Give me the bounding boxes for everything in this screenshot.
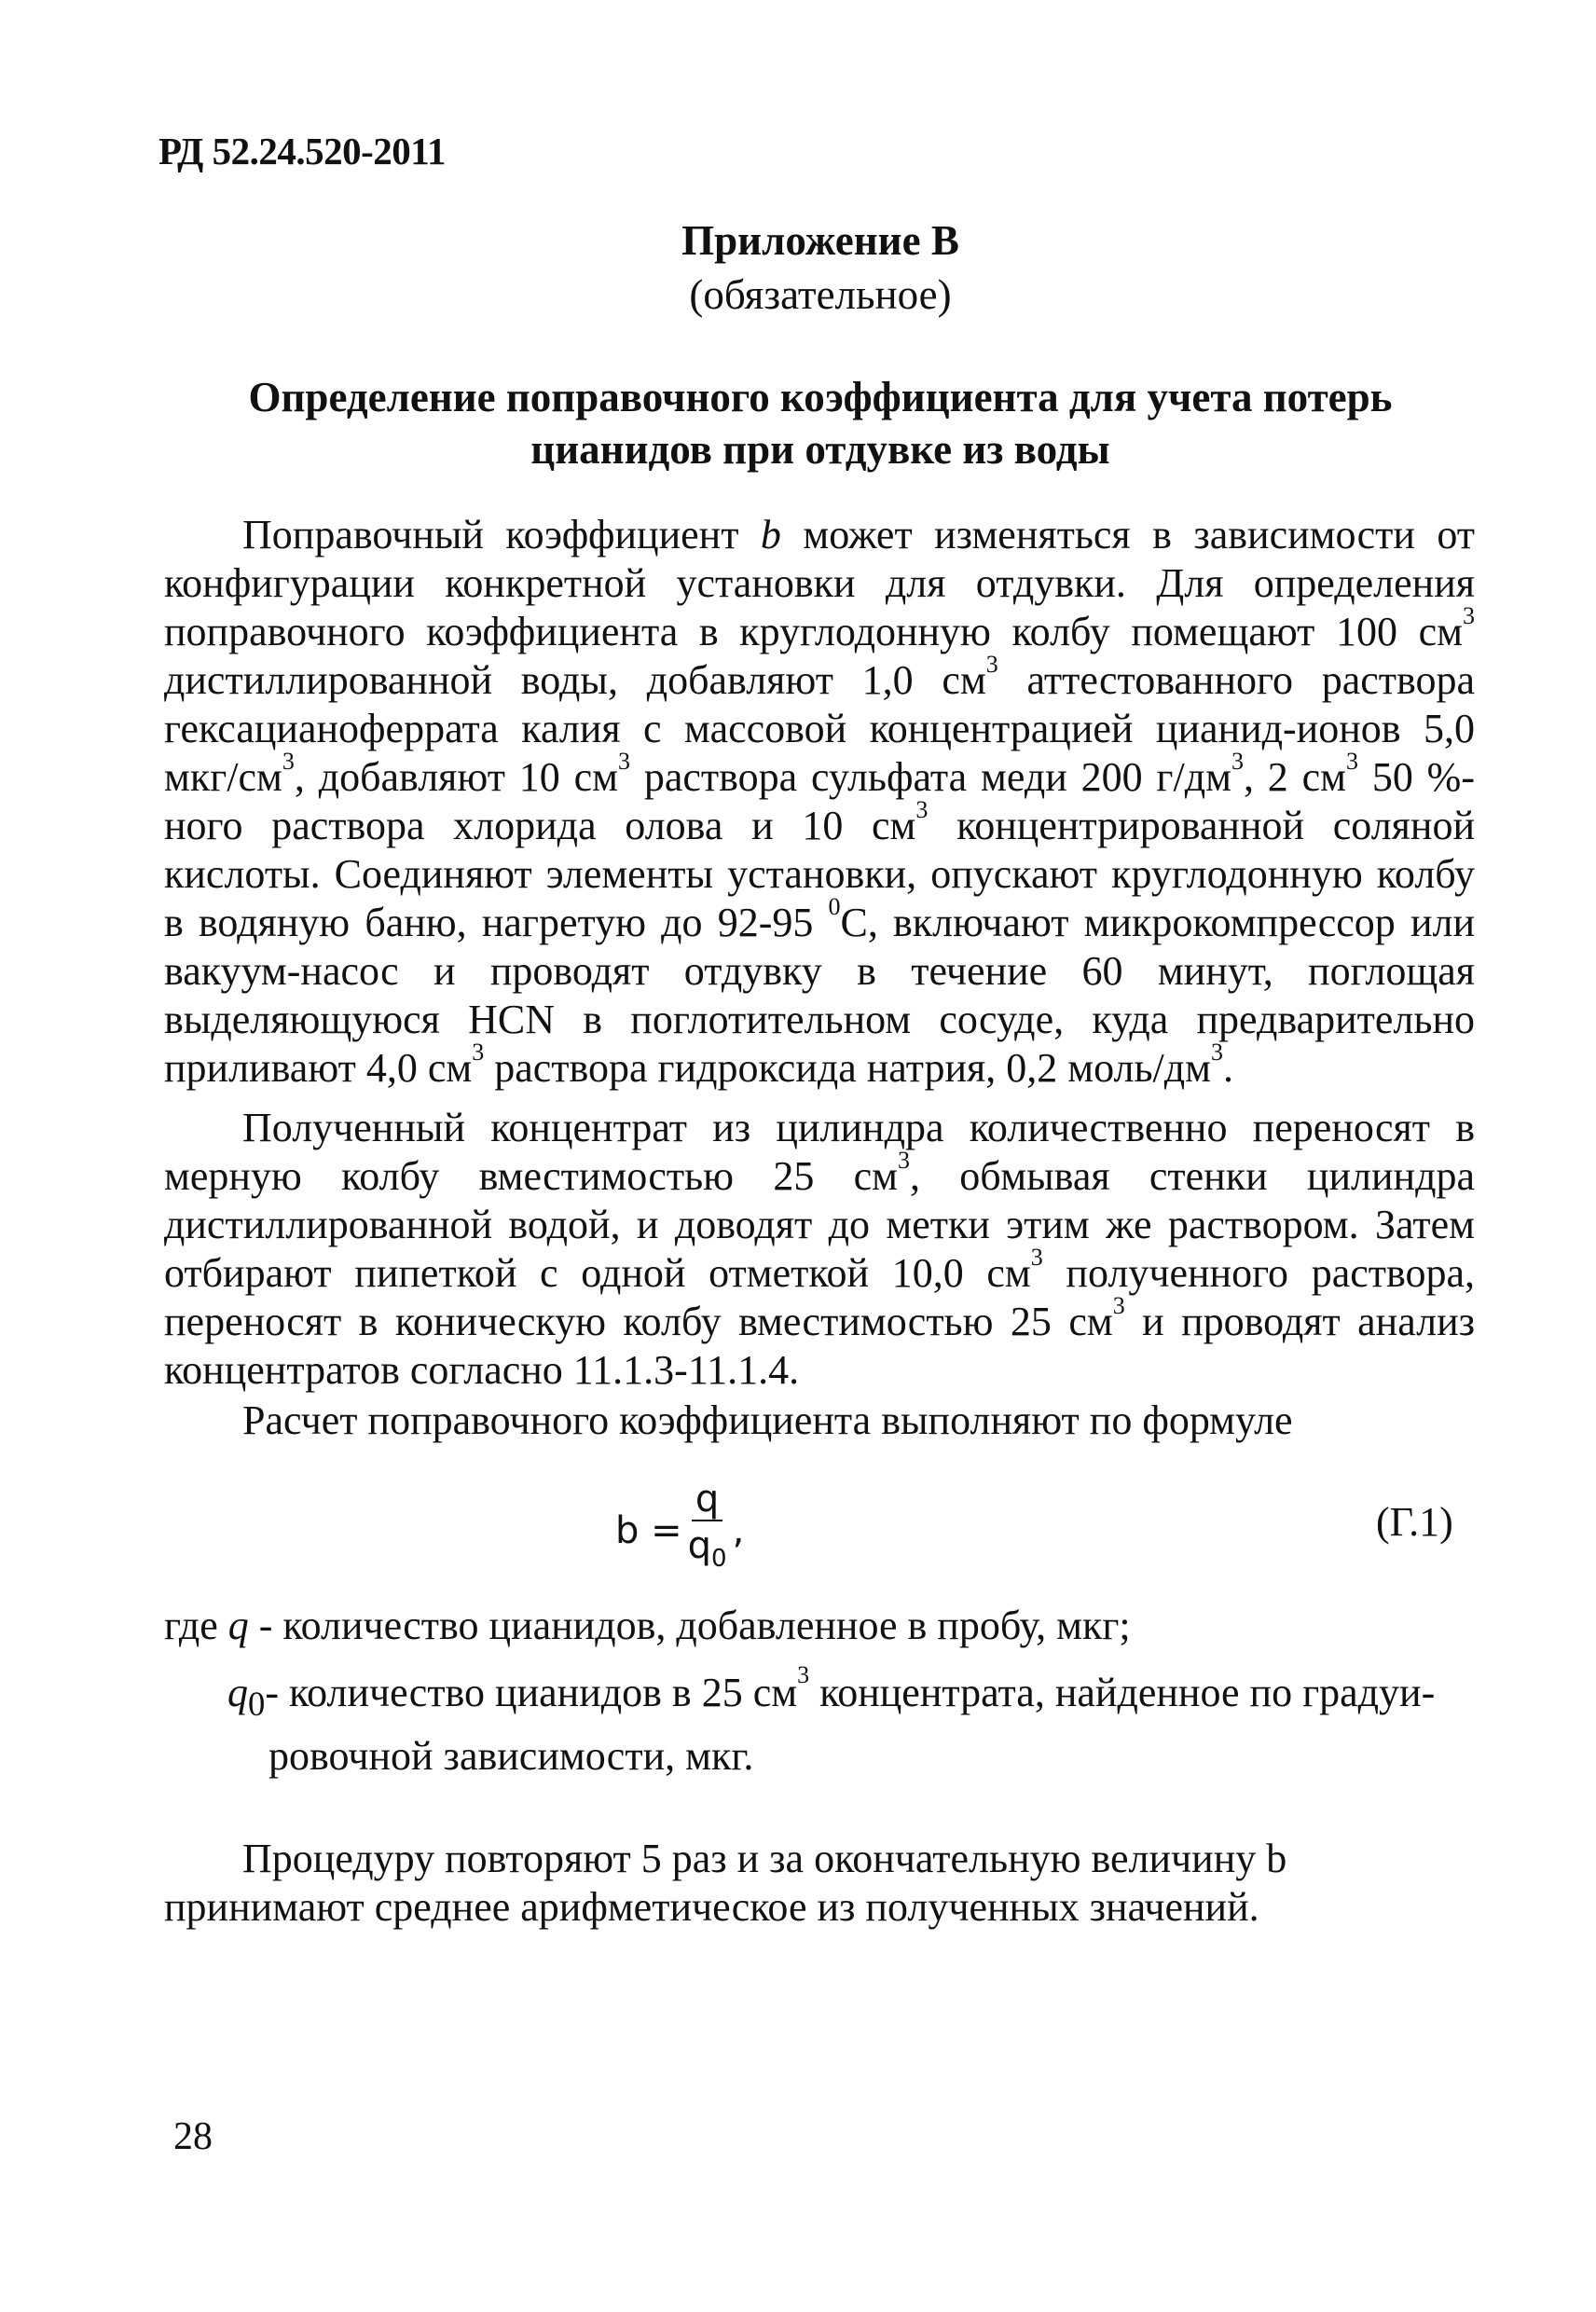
denominator-subscript: 0 <box>711 1545 727 1573</box>
paragraph-procedure <box>164 511 1475 1093</box>
superscript: 3 <box>897 1147 910 1174</box>
text-run: , обмывая стенки цилиндра дистиллированной водой, и доводят до метки этим же раствором. Затем отбирают пипеткой с одной отметкой 10,0 см <box>164 1153 1475 1296</box>
appendix-title: Приложение В <box>681 217 959 264</box>
q0-description-part-c: ровочной зависимости, мкг. <box>268 1732 754 1779</box>
paragraph-formula-intro-text: Расчет поправочного коэффициента выполняют по формуле <box>242 1397 1293 1443</box>
page-number: 28 <box>173 2115 213 2158</box>
q0-description-part-b: концентрата, найденное по градуи- <box>809 1670 1436 1715</box>
q0-description-part-a: - количество цианидов в 25 см <box>265 1670 798 1715</box>
paragraph-procedure-text <box>164 511 1475 1093</box>
section-heading <box>168 371 1473 475</box>
symbol-q0-subscript: 0 <box>248 1684 266 1723</box>
text-run: аттестованного раствора гексацианоферрата калия с массовой концентрацией цианид-ионов 5,0 мкг/см <box>164 657 1475 800</box>
superscript: 3 <box>797 1661 810 1688</box>
text-run: 50 %-ного раствора хлорида олова и 10 см <box>164 754 1475 848</box>
text-run: . <box>1223 1045 1233 1091</box>
text-run: концентрированной соляной кислоты. Соединяют элементы установки, опускают круглодонную колбу в водяную баню, нагретую до 92-95 <box>164 803 1476 945</box>
text-run: , добавляют 10 см <box>294 754 618 800</box>
where-q0-definition <box>227 1661 1475 1782</box>
variable-b: b <box>760 512 781 557</box>
superscript: 3 <box>1030 1244 1043 1271</box>
appendix-status: (обязательное) <box>689 271 952 318</box>
paragraph-concentrate-text <box>164 1104 1475 1395</box>
text-run: раствора гидроксида натрия, 0,2 моль/дм <box>484 1045 1211 1091</box>
text-run: Полученный концентрат из цилиндра количественно переносят в мерную колбу вместимостью 25 см <box>164 1105 1475 1199</box>
superscript: 3 <box>1211 1039 1223 1066</box>
superscript: 3 <box>1463 602 1475 629</box>
superscript: 3 <box>1231 748 1244 775</box>
text-run: раствора сульфата меди 200 г/дм <box>629 754 1231 800</box>
superscript: 3 <box>985 651 998 678</box>
text-run: и проводят анализ концентратов согласно 11.1.3-11.1.4. <box>164 1299 1476 1393</box>
text-run: , 2 см <box>1243 754 1346 800</box>
q-description: - количество цианидов, добавленное в пробу, мкг; <box>248 1603 1131 1648</box>
text-run: Поправочный коэффициент <box>242 512 761 557</box>
formula-trailing-comma: , <box>732 1509 745 1552</box>
formula-lhs: b = <box>615 1509 682 1552</box>
text-run: С, включают микрокомпрессор или вакуум-насос и проводят отдувку в течение 60 минут, поглощая выделяющуюся HCN в поглотительном сосуде, куда предварительно приливают 4,0 см <box>164 900 1475 1091</box>
superscript: 3 <box>617 748 630 775</box>
symbol-q: q <box>227 1603 249 1648</box>
formula-number: (Г.1) <box>1376 1499 1453 1545</box>
where-intro: где <box>164 1603 228 1648</box>
text-run: может изменяться в зависимости от конфигурации конкретной установки для отдувки. Для определения поправочного коэффициента в круглодонную колбу помещают 100 см <box>164 512 1475 654</box>
denominator-symbol: q <box>687 1524 712 1567</box>
formula-denominator <box>688 1521 727 1583</box>
paragraph-formula-intro <box>164 1397 1475 1445</box>
superscript: 3 <box>1346 748 1358 775</box>
text-run: полученного раствора, переносят в коническую колбу вместимостью 25 см <box>164 1250 1475 1344</box>
paragraph-repeat-text: Процедуру повторяют 5 раз и за окончательную величину b принимают среднее арифметическое из полученных значений. <box>164 1836 1287 1930</box>
section-heading-line-2: цианидов при отдувке из воды <box>530 426 1110 473</box>
paragraph-concentrate <box>164 1104 1475 1395</box>
superscript: 3 <box>1112 1292 1125 1319</box>
text-run: дистиллированной воды, добавляют 1,0 см <box>164 657 986 703</box>
formula-g1 <box>615 1479 744 1583</box>
paragraph-repeat <box>164 1835 1475 1932</box>
superscript: 3 <box>472 1039 485 1066</box>
formula-fraction <box>688 1479 727 1583</box>
where-q-definition <box>164 1602 1131 1650</box>
superscript: 3 <box>915 796 929 823</box>
symbol-q0: q <box>227 1670 248 1715</box>
degree-superscript: 0 <box>828 893 841 920</box>
document-code: РД 52.24.520-2011 <box>158 130 447 172</box>
section-heading-line-1: Определение поправочного коэффициента для учета потерь <box>248 374 1393 420</box>
superscript: 3 <box>282 748 295 775</box>
formula-numerator: q <box>692 1479 722 1521</box>
